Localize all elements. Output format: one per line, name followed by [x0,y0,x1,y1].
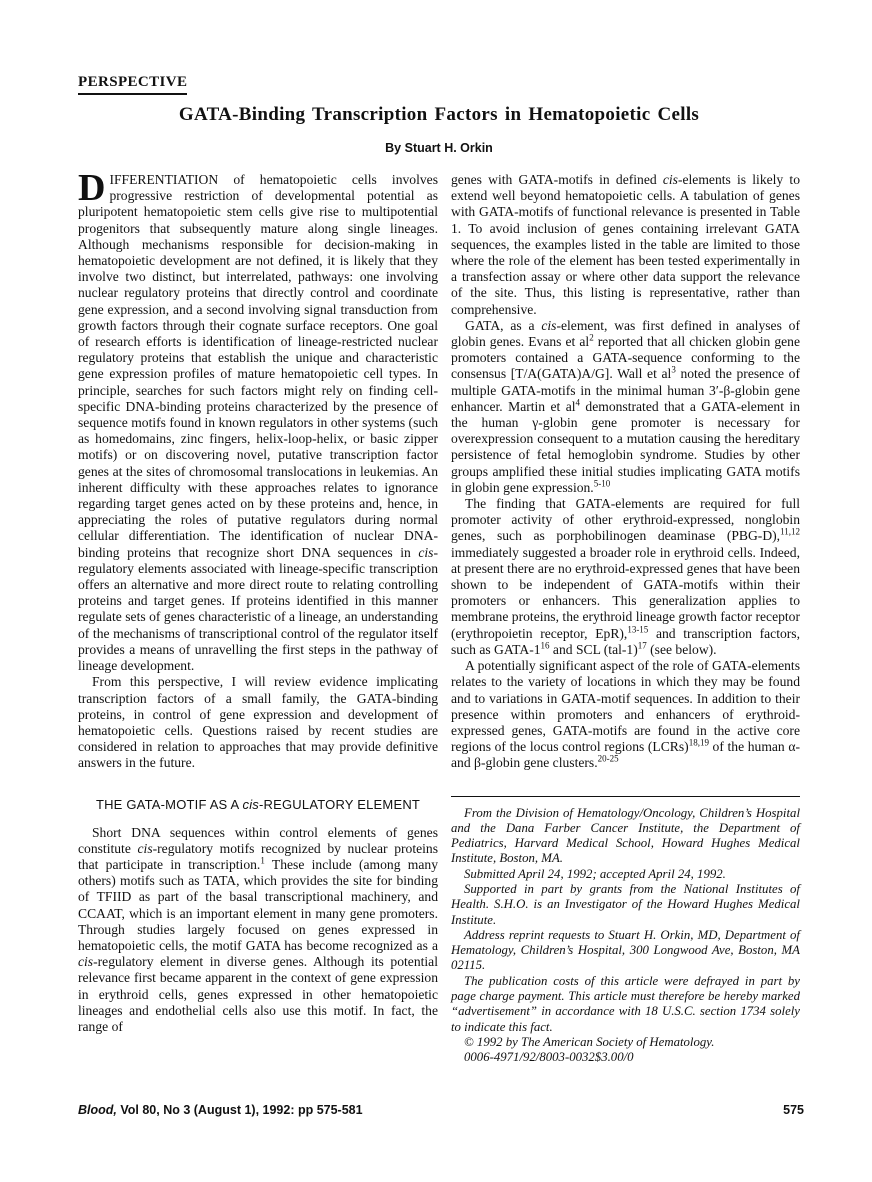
body-paragraph: Short DNA sequences within control elements of genes constitute cis-regulatory motifs recognized by nuclear proteins that participate in transcription.$^1$ These include (among many others) motifs such as TATA, which provides the site for binding of TFIID as part of the basal transcriptional machinery, and CCAAT, which is an important element in many gene promoters. Through studies largely focused on genes expressed in hematopoietic cells, the motif GATA has become recognized as a cis-regulatory element in diverse genes. Although its potential relevance first became apparent in the context of gene expression in erythroid cells, genes expressed in other hematopoietic lineages and endothelial cells also use this motif. In fact, the range of [78,824,439,1034]
footnote-divider [451,796,800,797]
body-paragraph: A potentially significant aspect of the role of GATA-elements relates to the variety of locations in which they may be found and to variations in GATA-motif sequences. In addition to their presence within promoters and enhancers of erythroid-expressed genes, GATA-motifs are found in the active core regions of the locus control regions (LCRs)$^{18,19}$ of the human α- and β-globin gene clusters.$^{20-25}$ [451,658,801,771]
footnote-copyright: © 1992 by The American Society of Hematology. [464,1034,715,1049]
footnote-publication-costs: The publication costs of this article were defrayed in part by page charge payment. This article must therefore be hereby marked “advertisement” in accordance with 18 U.S.C. section 1734 solely to indicate this fact. [451,973,800,1034]
footnote-affiliation: From the Division of Hematology/Oncology, Children’s Hospital and the Dana Farber Cancer Institute, the Department of Pediatrics, Harvard Medical School, Howard Hughes Medical Institute, Boston, MA. [451,805,800,866]
body-paragraph: The finding that GATA-elements are required for full promoter activity of other erythroid-expressed, nonglobin genes, such as porphobilinogen deaminase (PBG-D),$^{11,12}$ immediately suggested a broader role in erythroid cells. Indeed, at present there are no erythroid-expressed genes that have been shown to be independent of GATA-motifs within their promoters or enhancers. This generalization applies to membrane proteins, the erythroid lineage growth factor receptor (erythropoietin receptor, EpR),$^{13-15}$ and transcription factors, such as GATA-$1^{16}$ and SCL $(tal-1)^{17}$ (see below). [451,496,800,657]
footnote-block [451,806,800,1066]
journal-citation [78,1103,363,1117]
article-title: GATA-Binding Transcription Factors in Hematopoietic Cells [178,104,700,125]
section-heading: THE GATA-MOTIF AS A cis-REGULATORY ELEMENT [95,796,421,812]
body-paragraph: GATA, as a cis-element, was first defined in analyses of globin genes. Evans et $al^2$ reported that all chicken globin gene promoters contained a GATA-sequence conforming to the consensus [T/A(GATA)A/G]. Wall et $al^3$ noted the presence of multiple GATA-motifs in the minimal human 3′-β-globin gene enhancer. Martin et $al^4$ demonstrated that a GATA-element in the human γ-globin gene promoter is necessary for overexpression consequent to a mutation causing the hereditary persistence of fetal hemoglobin syndrome. Studies by other groups amplified these initial studies implicating GATA motifs in globin gene expression.$^{5-10}$ [451,317,801,495]
footnote-submission-dates: Submitted April 24, 1992; accepted April 24, 1992. [464,866,726,881]
article-byline: By Stuart H. Orkin [385,141,493,155]
drop-cap: D [78,167,106,209]
paragraph-text: IFFERENTIATION of hematopoietic cells involves progressive restriction of developmental potential as pluripotent hematopoietic stem cells give rise to multipotential progenitors that subsequently mature along single lineages. Although mechanisms responsible for decision-making in hematopoietic development are not defined, it is likely that they involve two distinct, but interrelated, pathways: one involving nuclear regulatory proteins that directly control and coordinate gene expression, and a second involving signal transduction from growth factors through their cognate surface receptors. One goal of research efforts is identification of lineage-restricted nuclear regulatory proteins that establish the unique and characteristic gene expression profiles of mature hematopoietic cell types. In principle, searches for such factors might rely on finding cell-specific DNA-binding proteins characterized by the presence of sequence motifs found in known regulators in other systems (such as homedomains, zinc fingers, helix-loop-helix, or basic zipper motifs) or on discovering novel, putative transcription factor genes at the sites of chromosomal translocations in leukemias. An inherent difficulty with these approaches relates to ignorance regarding target genes acted on by these proteins and, hence, in appreciating the roles of putative regulators during normal cellular differentiation. The identification of nuclear DNA-binding proteins that recognize short DNA sequences in cis-regulatory elements associated with lineage-specific transcription offers an alternative and more direct route to relating controlling proteins and target genes. If proteins identified in this manner regulate sets of genes characteristic of a lineage, an understanding of the mechanisms of transcriptional control of the regulator itself provides a means of unravelling the first steps in the pathway of lineage development. [78,172,438,674]
footnote-reprint-address: Address reprint requests to Stuart H. Orkin, MD, Department of Hematology, Children’s Hospital, 300 Longwood Ave, Boston, MA 02115. [451,927,800,973]
citation-text: Vol 80, No 3 (August 1), 1992: pp 575-581 [116,1103,363,1117]
two-column-body [78,167,801,1066]
footnote-funding: Supported in part by grants from the National Institutes of Health. S.H.O. is an Investigator of the Howard Hughes Medical Institute. [451,882,800,927]
left-column [78,167,439,1066]
page-number: 575 [783,1103,804,1117]
footnote-issn-code: 0006-4971/92/8003-0032$3.00/0 [464,1050,634,1065]
journal-name: Blood, [78,1103,117,1117]
body-paragraph: genes with GATA-motifs in defined cis-elements is likely to extend well beyond hematopoietic cells. A tabulation of genes with GATA-motifs of functional relevance is presented in Table 1. To avoid inclusion of genes containing irrelevant GATA sequences, the examples listed in the table are limited to those where the role of the element has been tested experimentally in a transfection assay or where other data support the relevance of the site. Thus, this listing is representative, rather than comprehensive. [451,172,800,317]
body-paragraph [78,167,438,674]
page-footer [78,1103,804,1117]
body-paragraph: From this perspective, I will review evidence implicating transcription factors of a small family, the GATA-binding proteins, in control of gene expression and development of hematopoietic cells. Questions raised by recent studies are considered in relation to approaches that may provide definitive answers in the future. [78,674,438,771]
article-kicker: PERSPECTIVE [78,74,187,95]
right-column [451,172,800,1066]
